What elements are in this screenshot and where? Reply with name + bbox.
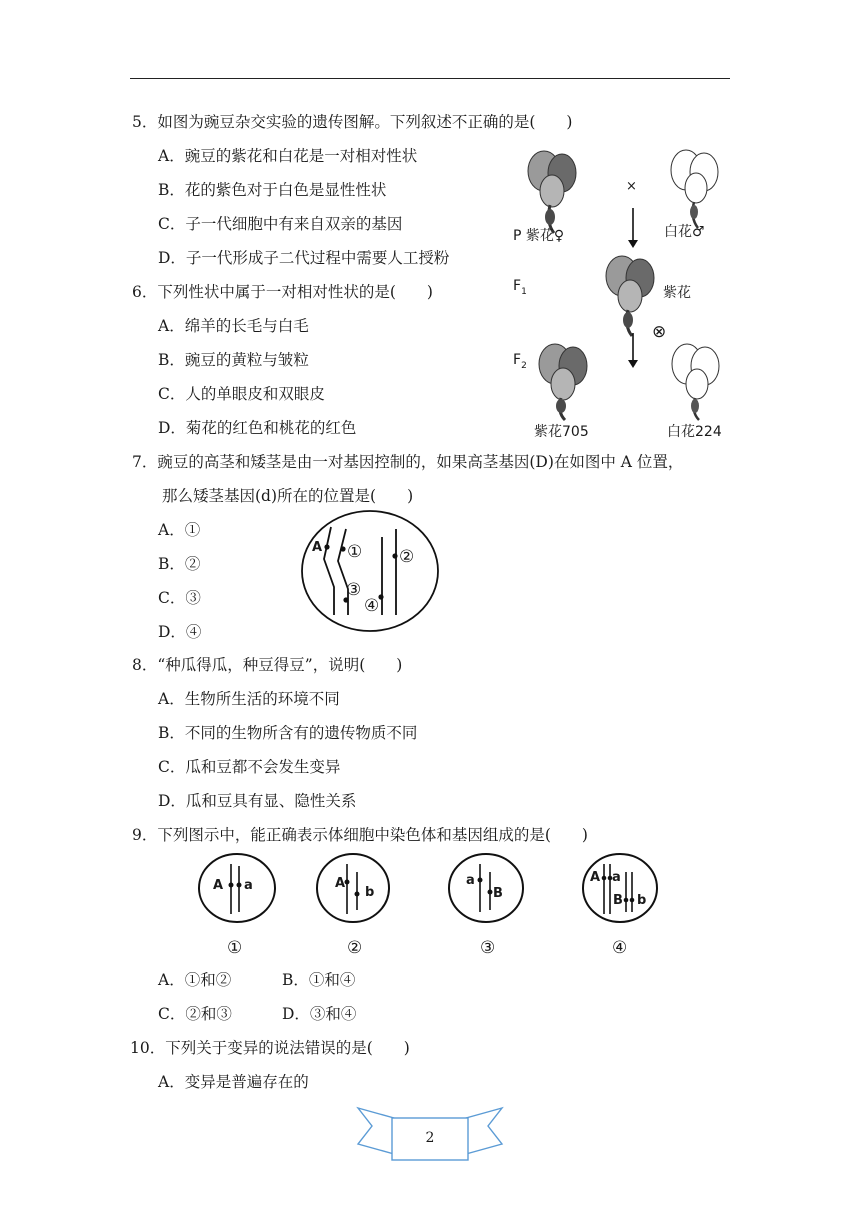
cell1-number: ① [227,938,243,958]
q8-option-a: A．生物所生活的环境不同 [158,690,340,708]
f1-purple-flower-icon [606,256,654,336]
position-1-label: ① [347,542,363,562]
cell1-right-gene: a [244,878,253,893]
q8-option-d: D．瓜和豆具有显、隐性关系 [158,792,357,810]
q5-option-a: A．豌豆的紫花和白花是一对相对性状 [158,147,418,165]
q9-stem: 9．下列图示中，能正确表示体细胞中染色体和基因组成的是( ) [132,826,588,844]
q8-option-c: C．瓜和豆都不会发生变异 [158,758,341,776]
position-3-label: ③ [346,580,362,600]
cell3-right-gene: B [493,886,503,901]
q6-stem: 6．下列性状中属于一对相对性状的是( ) [132,283,433,301]
f2-white-flower-icon [672,344,719,420]
cell1-left-gene: A [213,878,224,893]
q5-option-b: B．花的紫色对于白色是显性性状 [158,181,387,199]
q10-stem: 10．下列关于变异的说法错误的是( ) [130,1039,410,1057]
cell4-number: ④ [612,938,628,958]
cell3-number: ③ [480,938,496,958]
p-purple-flower-icon [528,151,576,233]
pea-cross-diagram [500,148,740,443]
q7-stem: 7．豌豆的高茎和矮茎是由一对基因控制的，如果高茎基因(D)在如图中 A 位置， [132,453,684,471]
f2-white-label: 白花224 [667,424,722,440]
q8-stem: 8．“种瓜得瓜，种豆得豆”，说明( ) [132,656,403,674]
q7-option-c: C．③ [158,589,201,607]
q7-option-d: D．④ [158,623,202,641]
q9-option-b: B．①和④ [282,971,356,989]
q5-option-d: D．子一代形成子二代过程中需要人工授粉 [158,249,450,267]
cross-symbol: × [626,179,637,194]
self-pollination-symbol: ⊗ [652,322,667,342]
position-4-label: ④ [364,596,380,616]
q6-option-d: D．菊花的红色和桃花的红色 [158,419,357,437]
four-cells-diagram [195,850,665,930]
f2-label: $F_2$ [513,352,527,371]
cell3-left-gene: a [466,873,475,888]
q9-option-a: A．①和② [158,971,232,989]
f1-label: $F_1$ [513,278,527,297]
p-white-label: 白花♂ [664,224,705,240]
page-number: 2 [425,1130,435,1146]
f1-purple-label: 紫花 [663,285,691,301]
q5-option-c: C．子一代细胞中有来自双亲的基因 [158,215,403,233]
position-2-label: ② [399,547,415,567]
q7-option-b: B．② [158,555,201,573]
cell2-number: ② [347,938,363,958]
q10-option-a: A．变异是普遍存在的 [158,1073,309,1091]
q8-option-b: B．不同的生物所含有的遗传物质不同 [158,724,418,742]
p-white-flower-icon [671,150,718,228]
q6-option-c: C．人的单眼皮和双眼皮 [158,385,325,403]
q9-option-c: C．②和③ [158,1005,232,1023]
f2-purple-label: 紫花705 [534,424,589,440]
q5-stem: 5．如图为豌豆杂交实验的遗传图解。下列叙述不正确的是( ) [132,113,573,131]
header-rule [130,78,730,79]
cell2-right-gene: b [365,885,375,900]
cell4-gene-a-lower: a [612,870,621,885]
cell4-gene-b-upper: B [613,893,623,908]
chromosome-cell-diagram [298,507,443,637]
cell4-gene-b-lower: b [637,893,647,908]
cell4-gene-a-upper: A [590,870,601,885]
p-purple-label: P 紫花♀ [513,228,565,244]
q7-option-a: A．① [158,521,201,539]
q6-option-a: A．绵羊的长毛与白毛 [158,317,309,335]
q9-option-d: D．③和④ [282,1005,357,1023]
q7-stem-cont: 那么矮茎基因(d)所在的位置是( ) [162,487,414,505]
f2-purple-flower-icon [539,344,587,420]
gene-a-label: A [312,540,323,555]
cell2-left-gene: A [335,876,346,891]
q6-option-b: B．豌豆的黄粒与皱粒 [158,351,309,369]
